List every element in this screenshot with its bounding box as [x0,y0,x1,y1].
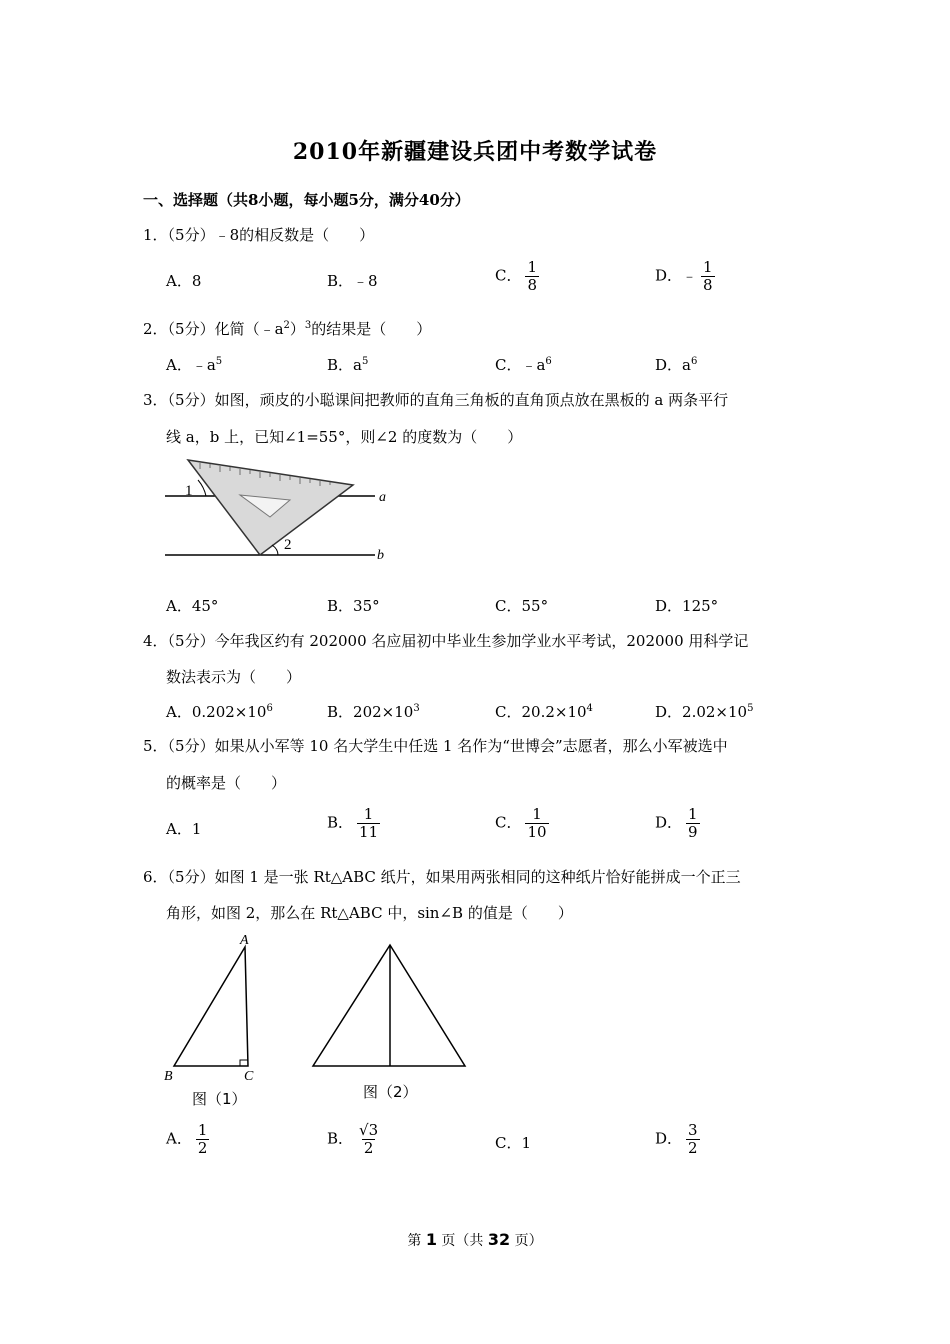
q5-stem-line2: 的概率是（ ） [166,774,287,792]
numerator: 1 [197,1121,208,1139]
q6-option-b-fraction [357,1122,380,1157]
total-pages: 32 [487,1230,511,1249]
q3-option-d: D．125° [655,597,719,615]
q5-option-b-fraction [357,806,380,841]
q3-option-c: C．55° [495,597,549,615]
numerator: 3 [688,1121,698,1139]
q6-option-b [327,1122,380,1157]
q4-option-a [166,701,273,722]
option-text: B．a [327,356,362,374]
line-b-label: b [377,548,384,563]
q5-option-d-fraction [686,806,700,841]
section-heading: 一、选择题（共8小题，每小题5分，满分40分） [143,191,470,209]
option-exponent: 5 [747,703,754,714]
vertex-a-label: A [240,933,249,948]
q6-option-a [166,1122,209,1157]
q5-option-b [327,806,380,841]
figure-2-equilateral-triangle [305,935,475,1105]
q2-stem-part: ） [289,320,305,338]
q2-stem [143,318,431,339]
page-footer [0,1230,950,1250]
denominator: 8 [703,276,713,294]
denominator: 9 [688,823,698,841]
q4-option-b [327,701,420,722]
q1-option-d [655,259,715,294]
q2-stem-part: 的结果是（ ） [311,320,432,338]
page-number: 1 [425,1230,437,1249]
q6-option-a-fraction [196,1122,210,1157]
q4-option-c [495,701,593,722]
q6-option-d [655,1122,700,1157]
q2-stem-part: 2．（5分）化简（﹣a [143,320,284,338]
figure-1-caption: 图（1） [192,1090,247,1108]
option-exponent: 6 [266,703,273,714]
q4-stem-line1: 4．（5分）今年我区约有 202000 名应届初中毕业生参加学业水平考试，202000 用科学记 [143,632,749,650]
q6-option-d-fraction [686,1122,700,1157]
denominator: 2 [197,1139,208,1157]
option-text: A．﹣a [166,356,216,374]
option-exponent: 5 [361,356,369,367]
figure-2-caption: 图（2） [363,1083,418,1101]
q1-stem: 1．（5分）﹣8的相反数是（ ） [143,226,375,244]
option-text: D．2.02×10 [655,703,748,721]
equilateral-triangle [313,945,465,1066]
q2-option-a [166,354,222,375]
q3-stem-line2: 线 a，b 上，已知∠1=55°，则∠2 的度数为（ ） [166,428,523,446]
q6-stem-line2: 角形，如图 2，那么在 Rt△ABC 中，sin∠B 的值是（ ） [166,904,573,922]
q5-option-d [655,806,700,841]
option-label: D． [655,1129,683,1148]
q2-option-d [655,354,697,375]
q6-option-c: C．1 [495,1134,532,1152]
q2-exponent: 3 [304,320,312,331]
option-text: D．a [655,356,691,374]
option-label: A． [166,1129,192,1148]
numerator: 1 [703,258,713,276]
q1-option-c [495,259,539,294]
footer-text: 页） [510,1233,543,1249]
q6-stem-line1: 6．（5分）如图 1 是一张 Rt△ABC 纸片，如果用两张相同的这种纸片恰好能拼成一个正三 [143,868,741,886]
q4-stem-line2: 数法表示为（ ） [166,668,302,686]
q1-option-a: A．8 [166,272,202,290]
option-label: C． [495,813,522,832]
vertex-c-label: C [244,1069,254,1084]
q3-stem-line1: 3．（5分）如图，顽皮的小聪课间把教师的直角三角板的直角顶点放在黑板的 a 两条平行 [143,391,729,409]
figure-1-right-triangle [160,930,270,1110]
numerator: 1 [363,805,374,823]
q5-stem-line1: 5．（5分）如果从小军等 10 名大学生中任选 1 名作为“世博会”志愿者，那么小军被选中 [143,737,728,755]
denominator: 8 [527,276,538,294]
angle-2-arc [272,545,278,555]
option-exponent: 6 [690,356,698,367]
option-label: B． [327,1129,354,1148]
q5-option-c-fraction [525,806,548,841]
numerator: 1 [688,805,698,823]
page-title: 2010年新疆建设兵团中考数学试卷 [292,139,658,165]
option-exponent: 4 [586,703,593,714]
denominator: 11 [359,823,379,841]
line-a-label: a [379,490,386,505]
numerator: √3 [359,1121,379,1139]
footer-text: 第 [407,1233,426,1249]
denominator: 2 [688,1139,698,1157]
angle-1-label: 1 [185,483,193,499]
q1-option-c-label: C． [495,266,522,285]
option-label: D． [655,813,683,832]
option-text: B．202×10 [327,703,414,721]
q3-option-a: A．45° [166,597,219,615]
denominator: 2 [363,1139,374,1157]
q4-option-d [655,701,753,722]
q1-option-d-fraction [701,259,715,294]
q2-option-b [327,354,368,375]
option-exponent: 6 [545,356,552,367]
option-exponent: 5 [215,356,223,367]
q2-exponent: 2 [283,320,290,331]
option-text: A．0.202×10 [166,703,267,721]
angle-2-label: 2 [284,537,292,553]
q1-option-c-fraction [525,259,539,294]
option-text: C．20.2×10 [495,703,587,721]
q1-option-b: B．﹣8 [327,272,378,290]
option-exponent: 3 [413,703,420,714]
right-angle-mark [240,1060,248,1066]
q2-option-c [495,354,552,375]
q3-option-b: B．35° [327,597,380,615]
numerator: 1 [532,805,542,823]
denominator: 10 [527,823,547,841]
vertex-b-label: B [164,1069,173,1084]
q5-option-c [495,806,549,841]
q5-option-a: A．1 [166,820,202,838]
set-square-figure [160,455,400,570]
footer-text: 页（共 [436,1233,488,1249]
triangle-abc [174,947,248,1066]
option-label: B． [327,813,354,832]
q1-option-d-label: D．﹣ [655,266,698,285]
option-text: C．﹣a [495,356,546,374]
numerator: 1 [527,258,538,276]
